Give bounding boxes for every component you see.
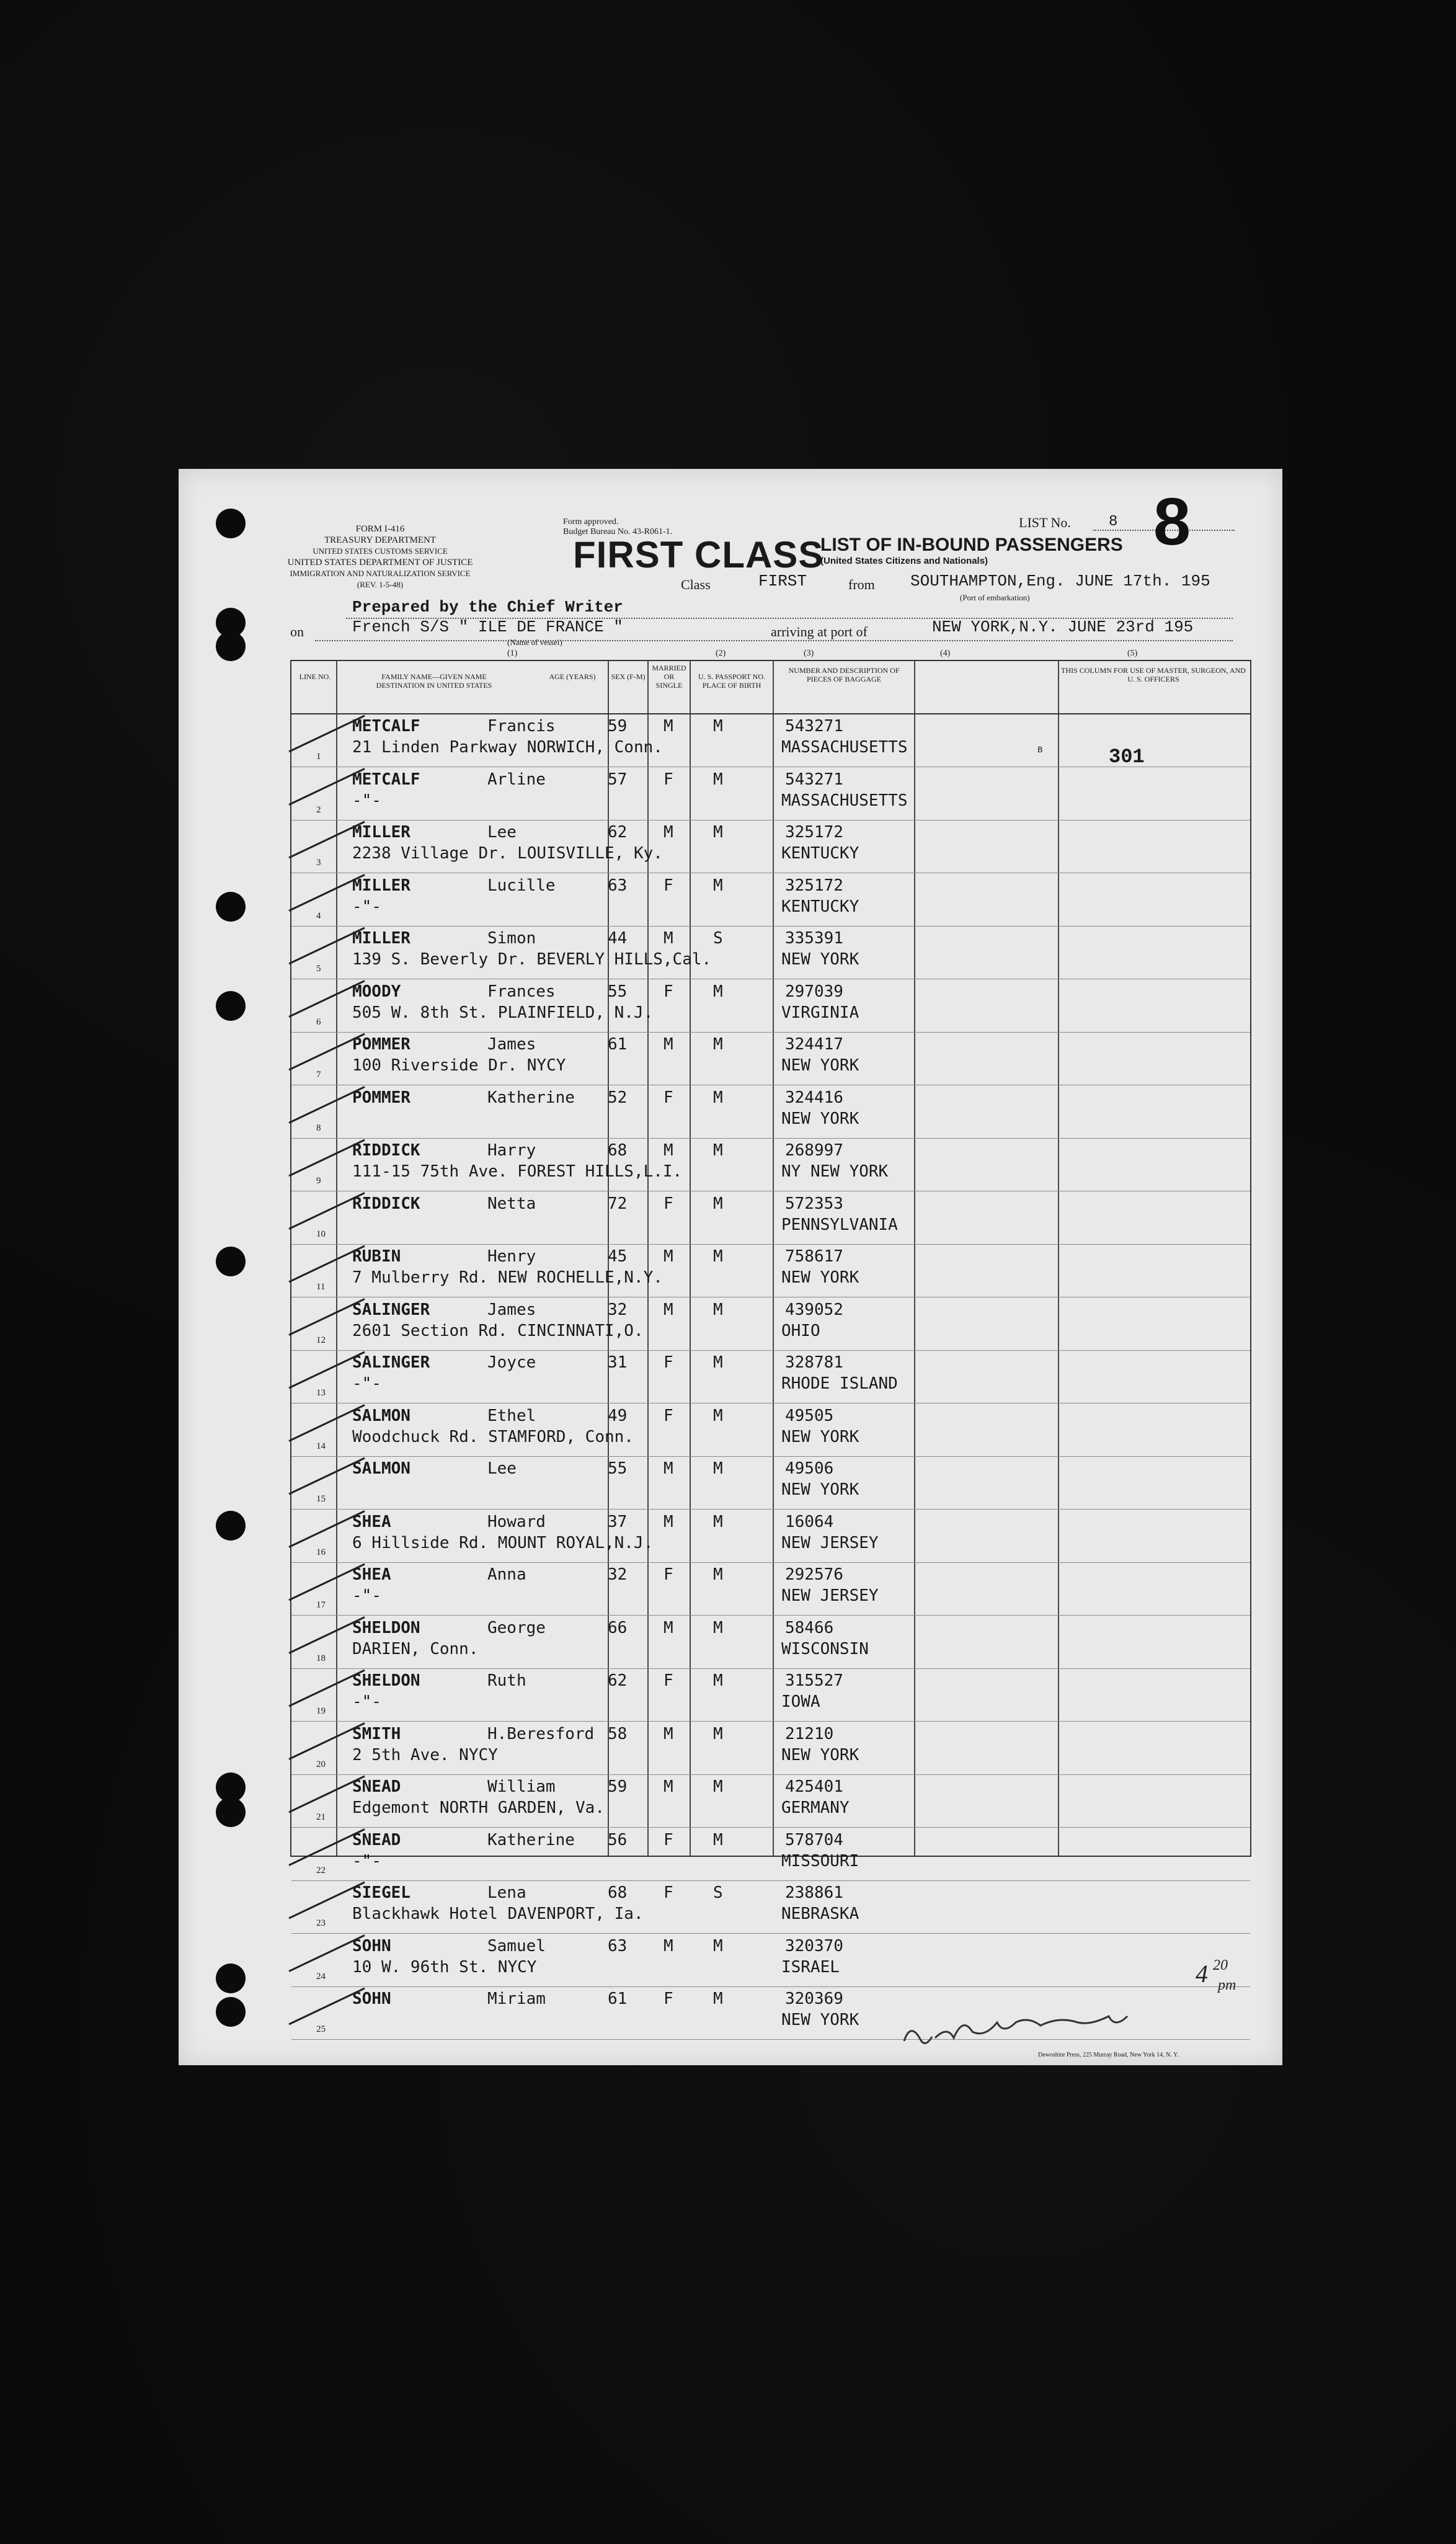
place-of-birth: NY NEW YORK	[781, 1162, 889, 1181]
manifest-page	[179, 469, 1282, 2065]
place-of-birth: ISRAEL	[781, 1957, 840, 1977]
time-note: 4	[1196, 1960, 1208, 1988]
marital-status: M	[713, 1247, 723, 1266]
age: 55	[608, 982, 628, 1001]
passport-number: 324416	[785, 1088, 843, 1107]
check-mark	[289, 928, 365, 964]
sex: F	[664, 876, 673, 895]
check-mark	[289, 1193, 365, 1229]
passport-number: 49506	[785, 1459, 834, 1478]
destination: Edgemont NORTH GARDEN, Va.	[352, 1799, 605, 1817]
line-number: 11	[316, 1282, 326, 1292]
marital-status: M	[713, 1141, 723, 1160]
passport-number: 325172	[785, 876, 843, 895]
line-number: 3	[316, 858, 321, 868]
sex: M	[664, 1300, 673, 1319]
check-mark	[289, 1564, 365, 1600]
time-note: pm	[1218, 1977, 1236, 1993]
family-name: MILLER	[352, 823, 411, 842]
sex: M	[664, 1035, 673, 1054]
given-name: Henry	[487, 1247, 536, 1266]
line-number: 13	[316, 1388, 326, 1398]
passport-number: 21210	[785, 1724, 834, 1743]
given-name: Ruth	[487, 1671, 526, 1690]
line-number: 21	[316, 1812, 326, 1822]
line-number: 9	[316, 1176, 321, 1186]
age: 31	[608, 1353, 628, 1372]
given-name: James	[487, 1035, 536, 1054]
check-mark	[289, 1458, 365, 1494]
family-name: MILLER	[352, 876, 411, 895]
embarkation-caption: (Port of embarkation)	[960, 593, 1030, 602]
given-name: Frances	[487, 982, 556, 1001]
prepared-by: Prepared by the Chief Writer	[352, 598, 623, 616]
place-of-birth: KENTUCKY	[781, 844, 859, 863]
family-name: RIDDICK	[352, 1141, 420, 1160]
place-of-birth: GERMANY	[781, 1799, 850, 1817]
header-age: AGE (YEARS)	[549, 672, 596, 681]
handwritten-marks	[179, 469, 1282, 2065]
check-mark	[289, 1617, 365, 1653]
passport-number: 297039	[785, 982, 843, 1001]
destination: 505 W. 8th St. PLAINFIELD, N.J.	[352, 1003, 654, 1022]
destination: -"-	[352, 1851, 381, 1870]
column-number: (2)	[716, 649, 726, 658]
marital-status: M	[713, 1618, 723, 1637]
first-class-heading: FIRST CLASS	[573, 534, 824, 576]
line-number: 15	[316, 1494, 326, 1504]
destination: -"-	[352, 1586, 381, 1605]
marital-status: M	[713, 717, 723, 736]
header-name-text: FAMILY NAME—GIVEN NAME	[381, 672, 487, 681]
place-of-birth: RHODE ISLAND	[781, 1374, 898, 1393]
age: 63	[608, 876, 628, 895]
marital-status: M	[713, 1565, 723, 1584]
family-name: SOHN	[352, 1936, 391, 1955]
check-mark	[289, 1405, 365, 1441]
age: 37	[608, 1512, 628, 1531]
check-mark	[289, 1352, 365, 1388]
destination: 21 Linden Parkway NORWICH, Conn.	[352, 738, 663, 757]
family-name: METCALF	[352, 770, 420, 789]
place-of-birth: WISCONSIN	[781, 1639, 869, 1658]
line-number: 7	[316, 1070, 321, 1080]
family-name: METCALF	[352, 717, 420, 736]
passport-number: 425401	[785, 1777, 843, 1796]
place-of-birth: NEW YORK	[781, 1056, 859, 1075]
check-mark	[289, 1299, 365, 1335]
passport-number: 335391	[785, 929, 843, 948]
list-number-value: 8	[1109, 514, 1118, 530]
age: 68	[608, 1141, 628, 1160]
given-name: Katherine	[487, 1088, 575, 1107]
passport-number: 543271	[785, 717, 843, 736]
family-name: SALMON	[352, 1406, 411, 1425]
place-of-birth: NEW YORK	[781, 1480, 859, 1499]
destination: -"-	[352, 1692, 381, 1711]
given-name: George	[487, 1618, 546, 1637]
marital-status: M	[713, 1353, 723, 1372]
family-name: SHEA	[352, 1512, 391, 1531]
sex: F	[664, 1830, 673, 1849]
marital-status: M	[713, 1300, 723, 1319]
class-label: Class	[681, 577, 711, 592]
age: 56	[608, 1830, 628, 1849]
destination: 111-15 75th Ave. FOREST HILLS,L.I.	[352, 1162, 683, 1181]
age: 32	[608, 1565, 628, 1584]
column-number: (1)	[507, 649, 518, 658]
age: 44	[608, 929, 628, 948]
column-number: (4)	[940, 649, 951, 658]
passport-number: 328781	[785, 1353, 843, 1372]
passport-number: 49505	[785, 1406, 834, 1425]
given-name: Simon	[487, 929, 536, 948]
family-name: SHELDON	[352, 1618, 420, 1637]
check-mark	[289, 716, 365, 752]
family-name: SNEAD	[352, 1830, 401, 1849]
check-mark	[289, 1776, 365, 1812]
age: 49	[608, 1406, 628, 1425]
family-name: POMMER	[352, 1035, 411, 1054]
check-mark	[289, 769, 365, 805]
passport-number: 543271	[785, 770, 843, 789]
arriving-label: arriving at port of	[771, 624, 868, 639]
line-number: 19	[316, 1706, 326, 1716]
sex: M	[664, 1936, 673, 1955]
sex: F	[664, 1990, 673, 2008]
place-of-birth: NEW YORK	[781, 1745, 859, 1764]
check-mark	[289, 1034, 365, 1070]
destination: 100 Riverside Dr. NYCY	[352, 1056, 566, 1075]
stamped-list-number: 8	[1153, 484, 1191, 559]
sex: M	[664, 1724, 673, 1743]
given-name: Francis	[487, 717, 556, 736]
destination: -"-	[352, 791, 381, 810]
place-of-birth: IOWA	[781, 1692, 820, 1711]
destination: Woodchuck Rd. STAMFORD, Conn.	[352, 1427, 634, 1446]
passport-number: 292576	[785, 1565, 843, 1584]
check-mark	[289, 1511, 365, 1547]
check-mark	[289, 822, 365, 858]
marital-status: M	[713, 1088, 723, 1107]
arrival-port: NEW YORK,N.Y. JUNE 23rd 195	[932, 618, 1194, 636]
family-name: SNEAD	[352, 1777, 401, 1796]
family-name: SIEGEL	[352, 1884, 411, 1902]
given-name: Arline	[487, 770, 546, 789]
manifest-subtitle: (United States Citizens and Nationals)	[820, 556, 988, 566]
marital-status: M	[713, 1724, 723, 1743]
destination: 6 Hillside Rd. MOUNT ROYAL,N.J.	[352, 1533, 654, 1552]
passport-number: 238861	[785, 1884, 843, 1902]
marital-status: M	[713, 1777, 723, 1796]
place-of-birth: NEW JERSEY	[781, 1533, 879, 1552]
sex: M	[664, 717, 673, 736]
sex: F	[664, 1406, 673, 1425]
sex: F	[664, 770, 673, 789]
line-number: 20	[316, 1759, 326, 1769]
printer-imprint: Dewoshire Press, 225 Murray Road, New York 14, N. Y.	[1038, 2052, 1179, 2058]
officer-signature	[904, 2016, 1127, 2044]
family-name: MILLER	[352, 929, 411, 948]
treasury-dept: TREASURY DEPARTMENT	[324, 535, 437, 545]
manifest-title: LIST OF IN-BOUND PASSENGERS	[820, 535, 1123, 555]
time-note: 20	[1213, 1957, 1228, 1973]
place-of-birth: MASSACHUSETTS	[781, 738, 908, 757]
sex: M	[664, 1777, 673, 1796]
family-name: RIDDICK	[352, 1194, 420, 1213]
place-of-birth: NEW YORK	[781, 1268, 859, 1287]
check-mark	[289, 875, 365, 911]
marital-status: M	[713, 982, 723, 1001]
line-number: 25	[316, 2024, 326, 2034]
column-number: (5)	[1127, 649, 1138, 658]
age: 58	[608, 1724, 628, 1743]
marital-status: M	[713, 823, 723, 842]
line-number: 18	[316, 1653, 326, 1663]
line-number: 17	[316, 1600, 326, 1610]
officer-code: 301	[1109, 745, 1145, 768]
line-number: 23	[316, 1918, 326, 1928]
check-mark	[289, 1140, 365, 1176]
family-name: SALINGER	[352, 1353, 430, 1372]
check-mark	[289, 981, 365, 1017]
embarkation-port: SOUTHAMPTON,Eng. JUNE 17th. 195	[910, 572, 1210, 590]
line-number: 4	[316, 910, 321, 921]
header-destination-text: DESTINATION IN UNITED STATES	[376, 681, 492, 690]
place-of-birth: MASSACHUSETTS	[781, 791, 908, 810]
line-number: 2	[316, 804, 321, 815]
line-number: 14	[316, 1441, 326, 1451]
sex: F	[664, 982, 673, 1001]
line-number: 16	[316, 1547, 326, 1557]
given-name: Katherine	[487, 1830, 575, 1849]
place-of-birth: NEW YORK	[781, 950, 859, 969]
age: 63	[608, 1936, 628, 1955]
family-name: SHELDON	[352, 1671, 420, 1690]
header-officers: THIS COLUMN FOR USE OF MASTER, SURGEON, AND U. S. OFFICERS	[1061, 666, 1246, 683]
place-of-birth: NEW YORK	[781, 1427, 859, 1446]
given-name: Joyce	[487, 1353, 536, 1372]
marital-status: M	[713, 1671, 723, 1690]
passport-number: 58466	[785, 1618, 834, 1637]
sex: F	[664, 1671, 673, 1690]
sex: F	[664, 1353, 673, 1372]
passport-number: 16064	[785, 1512, 834, 1531]
marital-status: M	[713, 1406, 723, 1425]
passport-number: 268997	[785, 1141, 843, 1160]
age: 55	[608, 1459, 628, 1478]
family-name: SALINGER	[352, 1300, 430, 1319]
line-number: 24	[316, 1971, 326, 1981]
age: 61	[608, 1035, 628, 1054]
passport-number: 758617	[785, 1247, 843, 1266]
given-name: Howard	[487, 1512, 546, 1531]
check-mark	[289, 1830, 365, 1866]
destination: 2601 Section Rd. CINCINNATI,O.	[352, 1321, 644, 1340]
marital-status: M	[713, 876, 723, 895]
destination: DARIEN, Conn.	[352, 1639, 479, 1658]
justice-dept: UNITED STATES DEPARTMENT OF JUSTICE	[287, 558, 473, 567]
line-number: 22	[316, 1865, 326, 1875]
place-of-birth: NEW YORK	[781, 2011, 859, 2029]
given-name: Lee	[487, 823, 517, 842]
age: 57	[608, 770, 628, 789]
line-number: 6	[316, 1016, 321, 1027]
line-number: 8	[316, 1123, 321, 1133]
place-of-birth: NEW JERSEY	[781, 1586, 879, 1605]
passport-number: 439052	[785, 1300, 843, 1319]
header-passport-text: U. S. PASSPORT NO.	[698, 672, 765, 681]
sex: F	[664, 1088, 673, 1107]
given-name: Lena	[487, 1884, 526, 1902]
age: 32	[608, 1300, 628, 1319]
passport-number: 320370	[785, 1936, 843, 1955]
place-of-birth: NEBRASKA	[781, 1905, 859, 1923]
marital-status: M	[713, 1830, 723, 1849]
marital-status: M	[713, 770, 723, 789]
destination: 10 W. 96th St. NYCY	[352, 1957, 537, 1977]
family-name: RUBIN	[352, 1247, 401, 1266]
destination: 139 S. Beverly Dr. BEVERLY HILLS,Cal.	[352, 950, 712, 969]
marital-status: S	[713, 1884, 723, 1902]
given-name: Lucille	[487, 876, 556, 895]
line-number: 5	[316, 964, 321, 974]
check-mark	[289, 1246, 365, 1282]
destination: Blackhawk Hotel DAVENPORT, Ia.	[352, 1905, 644, 1923]
given-name: Samuel	[487, 1936, 546, 1955]
family-name: SOHN	[352, 1990, 391, 2008]
given-name: Lee	[487, 1459, 517, 1478]
passport-number: 320369	[785, 1990, 843, 2008]
header-marital: MARRIED OR SINGLE	[652, 664, 686, 690]
age: 66	[608, 1618, 628, 1637]
given-name: Netta	[487, 1194, 536, 1213]
budget-bureau-line: Budget Bureau No. 43-R061-1.	[563, 527, 673, 536]
place-of-birth: VIRGINIA	[781, 1003, 859, 1022]
age: 68	[608, 1884, 628, 1902]
marital-status: M	[713, 1194, 723, 1213]
header-birth-text: PLACE OF BIRTH	[702, 681, 761, 690]
destination: 2238 Village Dr. LOUISVILLE, Ky.	[352, 844, 663, 863]
passport-number: 578704	[785, 1830, 843, 1849]
family-name: SMITH	[352, 1724, 401, 1743]
marital-status: M	[713, 1936, 723, 1955]
line-number: 1	[316, 752, 321, 762]
place-of-birth: PENNSYLVANIA	[781, 1215, 898, 1234]
age: 62	[608, 1671, 628, 1690]
check-mark	[289, 1670, 365, 1706]
family-name: MOODY	[352, 982, 401, 1001]
given-name: Ethel	[487, 1406, 536, 1425]
customs-service: UNITED STATES CUSTOMS SERVICE	[313, 546, 448, 556]
form-number: FORM I-416	[355, 524, 405, 534]
passport-number: 324417	[785, 1035, 843, 1054]
line-number: 10	[316, 1229, 326, 1239]
line-number: 12	[316, 1335, 326, 1345]
vessel-caption: (Name of vessel)	[507, 638, 562, 647]
sex: M	[664, 823, 673, 842]
passport-number: 315527	[785, 1671, 843, 1690]
sex: M	[664, 1141, 673, 1160]
age: 72	[608, 1194, 628, 1213]
age: 52	[608, 1088, 628, 1107]
vessel-name: French S/S " ILE DE FRANCE "	[352, 618, 623, 636]
family-name: SALMON	[352, 1459, 411, 1478]
place-of-birth: NEW YORK	[781, 1109, 859, 1128]
given-name: Anna	[487, 1565, 526, 1584]
age: 61	[608, 1990, 628, 2008]
marital-status: M	[713, 1035, 723, 1054]
given-name: H.Beresford	[487, 1724, 595, 1743]
sex: M	[664, 1459, 673, 1478]
passport-number: 325172	[785, 823, 843, 842]
sex: M	[664, 1247, 673, 1266]
age: 45	[608, 1247, 628, 1266]
given-name: William	[487, 1777, 556, 1796]
marital-status: M	[713, 1990, 723, 2008]
check-mark	[289, 1936, 365, 1972]
sex: F	[664, 1194, 673, 1213]
check-mark	[289, 1087, 365, 1123]
sex: M	[664, 1512, 673, 1531]
given-name: Harry	[487, 1141, 536, 1160]
age: 62	[608, 823, 628, 842]
header-line-no: LINE NO.	[299, 672, 331, 681]
age: 59	[608, 717, 628, 736]
on-label: on	[290, 624, 304, 639]
column-number: (3)	[804, 649, 814, 658]
header-baggage: NUMBER AND DESCRIPTION OF PIECES OF BAGGAGE	[788, 666, 900, 683]
approval-line: Form approved.	[563, 517, 619, 527]
check-mark	[289, 1882, 365, 1918]
age: 59	[608, 1777, 628, 1796]
sex: F	[664, 1565, 673, 1584]
officer-code-prefix: B	[1037, 745, 1043, 755]
family-name: POMMER	[352, 1088, 411, 1107]
place-of-birth: MISSOURI	[781, 1851, 859, 1870]
revision-date: (REV. 1-5-48)	[357, 580, 404, 589]
list-number-label: LIST No.	[1019, 515, 1071, 530]
sex: F	[664, 1884, 673, 1902]
sex: M	[664, 1618, 673, 1637]
marital-status: M	[713, 1459, 723, 1478]
passport-number: 572353	[785, 1194, 843, 1213]
check-mark	[289, 1988, 365, 2024]
sex: M	[664, 929, 673, 948]
given-name: James	[487, 1300, 536, 1319]
destination: 2 5th Ave. NYCY	[352, 1745, 498, 1764]
family-name: SHEA	[352, 1565, 391, 1584]
class-value: FIRST	[758, 572, 807, 590]
place-of-birth: KENTUCKY	[781, 897, 859, 916]
given-name: Miriam	[487, 1990, 546, 2008]
marital-status: M	[713, 1512, 723, 1531]
destination: -"-	[352, 897, 381, 916]
place-of-birth: OHIO	[781, 1321, 820, 1340]
check-mark	[289, 1723, 365, 1759]
destination: 7 Mulberry Rd. NEW ROCHELLE,N.Y.	[352, 1268, 663, 1287]
marital-status: S	[713, 929, 723, 948]
immigration-service: IMMIGRATION AND NATURALIZATION SERVICE	[290, 569, 471, 578]
header-sex: SEX (F-M)	[611, 672, 646, 681]
destination: -"-	[352, 1374, 381, 1393]
from-label: from	[848, 577, 875, 592]
